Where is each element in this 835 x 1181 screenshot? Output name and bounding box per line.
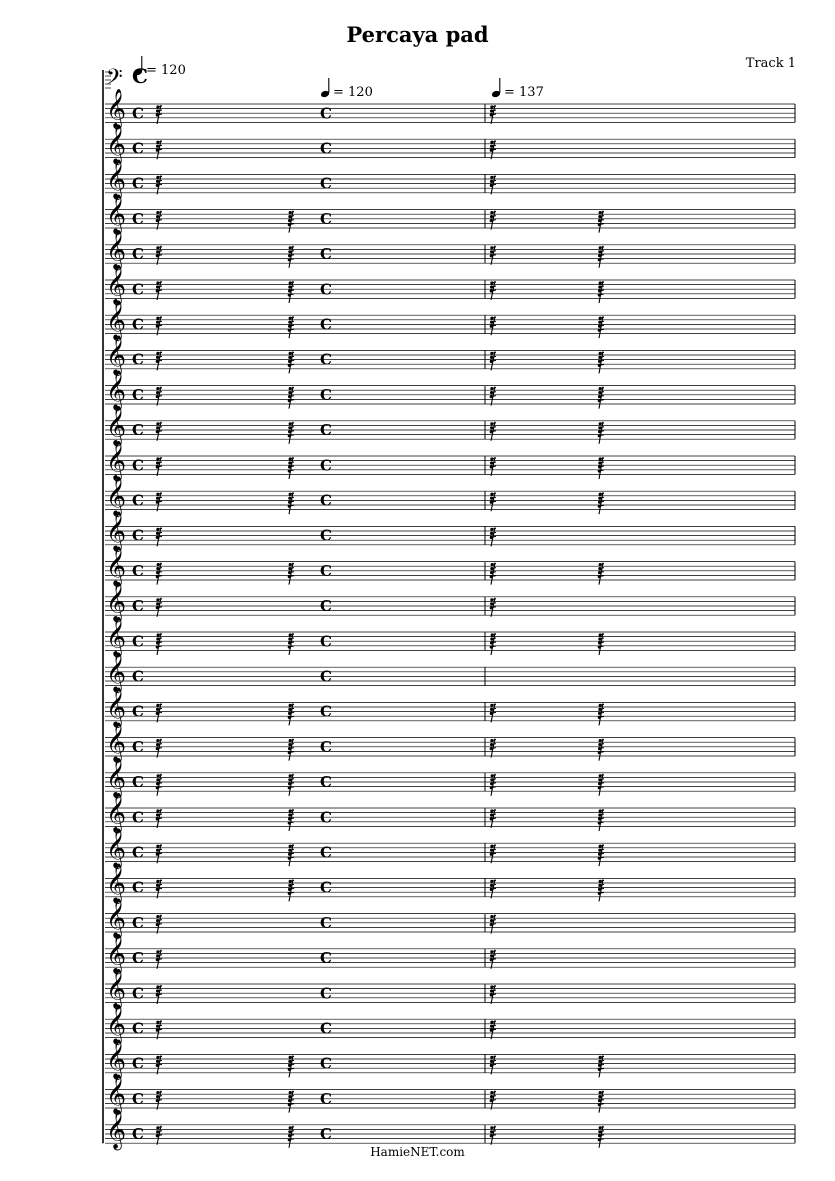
time-signature: C xyxy=(132,667,144,686)
rest-symbol xyxy=(156,1126,162,1145)
time-signature: C xyxy=(320,561,332,580)
staff xyxy=(105,441,795,482)
rest-symbol xyxy=(490,809,496,828)
time-signature: C xyxy=(320,456,332,475)
time-signature: C xyxy=(320,773,332,792)
staff xyxy=(105,687,795,728)
treble-clef-icon: 𝄞 xyxy=(106,264,127,305)
rest-symbol xyxy=(490,598,496,617)
time-signature: C xyxy=(132,1054,144,1073)
treble-clef-icon: 𝄞 xyxy=(106,88,127,129)
staff xyxy=(105,969,795,1010)
treble-clef-icon: 𝄞 xyxy=(106,194,127,235)
staff xyxy=(105,581,795,622)
rest-symbol xyxy=(490,105,496,124)
instrument-name: Track 1 xyxy=(745,56,796,71)
rest-symbol xyxy=(156,1020,162,1039)
time-signature: C xyxy=(132,280,144,299)
staff xyxy=(105,265,795,306)
tempo-value: = 120 xyxy=(333,85,373,100)
time-signature: C xyxy=(132,597,144,616)
time-signature: C xyxy=(320,1054,332,1073)
rest-symbol xyxy=(490,351,496,370)
treble-clef-icon: 𝄞 xyxy=(106,440,127,481)
time-signature: C xyxy=(132,773,144,792)
time-signature: C xyxy=(132,385,144,404)
time-signature: C xyxy=(320,1019,332,1038)
rest-symbol xyxy=(490,985,496,1004)
rest-symbol xyxy=(156,915,162,934)
bass-clef-icon: 𝄢 xyxy=(106,65,123,95)
rest-symbol xyxy=(156,1055,162,1074)
staff xyxy=(105,335,795,376)
time-signature: C xyxy=(320,1125,332,1144)
staff xyxy=(105,1039,795,1080)
time-signature: C xyxy=(132,139,144,158)
time-signature: C xyxy=(132,245,144,264)
staff xyxy=(105,1004,795,1045)
staff xyxy=(105,652,795,693)
staff xyxy=(105,124,795,165)
time-signature: C xyxy=(320,104,332,123)
rest-symbol xyxy=(156,844,162,863)
time-signature: C xyxy=(320,843,332,862)
treble-clef-icon: 𝄞 xyxy=(106,687,127,728)
tempo-value: = 120 xyxy=(146,63,186,78)
rest-symbol xyxy=(156,316,162,335)
time-signature: C xyxy=(132,561,144,580)
time-signature: C xyxy=(132,1125,144,1144)
rest-symbol xyxy=(490,140,496,159)
rest-symbol xyxy=(156,105,162,124)
time-signature: C xyxy=(320,1089,332,1108)
rest-symbol xyxy=(490,457,496,476)
treble-clef-icon: 𝄞 xyxy=(106,757,127,798)
rest-symbol xyxy=(156,1091,162,1110)
staff xyxy=(105,511,795,552)
time-signature: C xyxy=(320,209,332,228)
staff xyxy=(105,1074,795,1115)
rest-symbol xyxy=(156,492,162,511)
treble-clef-icon: 𝄞 xyxy=(106,1003,127,1044)
staff xyxy=(105,159,795,200)
time-signature: C xyxy=(320,139,332,158)
rest-symbol xyxy=(490,281,496,300)
tempo-marking xyxy=(320,78,373,100)
rest-symbol xyxy=(490,492,496,511)
staff xyxy=(105,617,795,658)
staff xyxy=(105,476,795,517)
treble-clef-icon: 𝄞 xyxy=(106,1074,127,1115)
time-signature: C xyxy=(132,913,144,932)
treble-clef-icon: 𝄞 xyxy=(106,511,127,552)
treble-clef-icon: 𝄞 xyxy=(106,722,127,763)
rest-symbol xyxy=(490,1020,496,1039)
time-signature: C xyxy=(320,667,332,686)
time-signature: C xyxy=(132,104,144,123)
time-signature: C xyxy=(132,491,144,510)
time-signature: C xyxy=(132,843,144,862)
rest-symbol xyxy=(490,422,496,441)
rest-symbol xyxy=(156,598,162,617)
tempo-value: = 137 xyxy=(504,85,544,100)
time-signature: C xyxy=(320,632,332,651)
time-signature: C xyxy=(132,949,144,968)
time-signature: C xyxy=(132,808,144,827)
bass-time-signature: C xyxy=(132,64,148,88)
rest-symbol xyxy=(156,140,162,159)
rest-symbol xyxy=(156,211,162,230)
time-signature: C xyxy=(320,385,332,404)
rest-symbol xyxy=(490,316,496,335)
staff xyxy=(105,863,795,904)
rest-symbol xyxy=(490,1126,496,1145)
staff xyxy=(105,933,795,974)
staff xyxy=(105,229,795,270)
staff xyxy=(105,89,795,130)
treble-clef-icon: 𝄞 xyxy=(106,898,127,939)
treble-clef-icon: 𝄞 xyxy=(106,299,127,340)
rest-symbol xyxy=(156,175,162,194)
time-signature: C xyxy=(320,878,332,897)
rest-symbol xyxy=(156,351,162,370)
time-signature: C xyxy=(132,456,144,475)
time-signature: C xyxy=(132,632,144,651)
staff xyxy=(105,722,795,763)
rest-symbol xyxy=(156,879,162,898)
time-signature: C xyxy=(320,808,332,827)
time-signature: C xyxy=(132,421,144,440)
staff xyxy=(105,370,795,411)
rest-symbol xyxy=(490,739,496,758)
rest-symbol xyxy=(490,1091,496,1110)
rest-symbol xyxy=(490,246,496,265)
staff xyxy=(105,898,795,939)
treble-clef-icon: 𝄞 xyxy=(106,1109,127,1150)
rest-symbol xyxy=(156,246,162,265)
treble-clef-icon: 𝄞 xyxy=(106,827,127,868)
rest-symbol xyxy=(156,422,162,441)
treble-clef-icon: 𝄞 xyxy=(106,405,127,446)
rest-symbol xyxy=(156,457,162,476)
treble-clef-icon: 𝄞 xyxy=(106,546,127,587)
time-signature: C xyxy=(320,245,332,264)
staff xyxy=(105,828,795,869)
rest-symbol xyxy=(490,950,496,969)
treble-clef-icon: 𝄞 xyxy=(106,933,127,974)
time-signature: C xyxy=(132,984,144,1003)
score-title: Percaya pad xyxy=(346,22,489,47)
treble-clef-icon: 𝄞 xyxy=(106,475,127,516)
time-signature: C xyxy=(132,209,144,228)
rest-symbol xyxy=(156,281,162,300)
rest-symbol xyxy=(490,527,496,546)
time-signature: C xyxy=(320,315,332,334)
footer-credit: HamieNET.com xyxy=(370,1145,465,1159)
time-signature: C xyxy=(320,174,332,193)
staff xyxy=(105,757,795,798)
rest-symbol xyxy=(490,1055,496,1074)
rest-symbol xyxy=(490,175,496,194)
time-signature: C xyxy=(132,350,144,369)
treble-clef-icon: 𝄞 xyxy=(106,159,127,200)
time-signature: C xyxy=(132,878,144,897)
time-signature: C xyxy=(132,1089,144,1108)
time-signature: C xyxy=(320,949,332,968)
rest-symbol xyxy=(156,703,162,722)
time-signature: C xyxy=(132,702,144,721)
time-signature: C xyxy=(320,913,332,932)
treble-clef-icon: 𝄞 xyxy=(106,1039,127,1080)
staff xyxy=(105,194,795,235)
rest-symbol xyxy=(490,844,496,863)
treble-clef-icon: 𝄞 xyxy=(106,863,127,904)
rest-symbol xyxy=(490,915,496,934)
time-signature: C xyxy=(132,315,144,334)
time-signature: C xyxy=(320,280,332,299)
time-signature: C xyxy=(320,597,332,616)
treble-clef-icon: 𝄞 xyxy=(106,792,127,833)
time-signature: C xyxy=(132,1019,144,1038)
time-signature: C xyxy=(320,984,332,1003)
staff xyxy=(105,546,795,587)
staff xyxy=(105,300,795,341)
rest-symbol xyxy=(156,985,162,1004)
time-signature: C xyxy=(320,737,332,756)
time-signature: C xyxy=(132,737,144,756)
rest-symbol xyxy=(156,739,162,758)
time-signature: C xyxy=(132,174,144,193)
treble-clef-icon: 𝄞 xyxy=(106,581,127,622)
rest-symbol xyxy=(490,387,496,406)
rest-symbol xyxy=(156,527,162,546)
treble-clef-icon: 𝄞 xyxy=(106,229,127,270)
staff xyxy=(105,405,795,446)
time-signature: C xyxy=(320,421,332,440)
rest-symbol xyxy=(490,211,496,230)
time-signature: C xyxy=(320,526,332,545)
time-signature: C xyxy=(320,350,332,369)
treble-clef-icon: 𝄞 xyxy=(106,616,127,657)
treble-clef-icon: 𝄞 xyxy=(106,335,127,376)
treble-clef-icon: 𝄞 xyxy=(106,370,127,411)
treble-clef-icon: 𝄞 xyxy=(106,968,127,1009)
staff xyxy=(105,793,795,834)
treble-clef-icon: 𝄞 xyxy=(106,651,127,692)
rest-symbol xyxy=(156,950,162,969)
rest-symbol xyxy=(490,879,496,898)
time-signature: C xyxy=(320,702,332,721)
rest-symbol xyxy=(490,703,496,722)
time-signature: C xyxy=(132,526,144,545)
time-signature: C xyxy=(320,491,332,510)
rest-symbol xyxy=(156,809,162,828)
treble-clef-icon: 𝄞 xyxy=(106,123,127,164)
tempo-marking xyxy=(491,78,544,100)
rest-symbol xyxy=(156,387,162,406)
